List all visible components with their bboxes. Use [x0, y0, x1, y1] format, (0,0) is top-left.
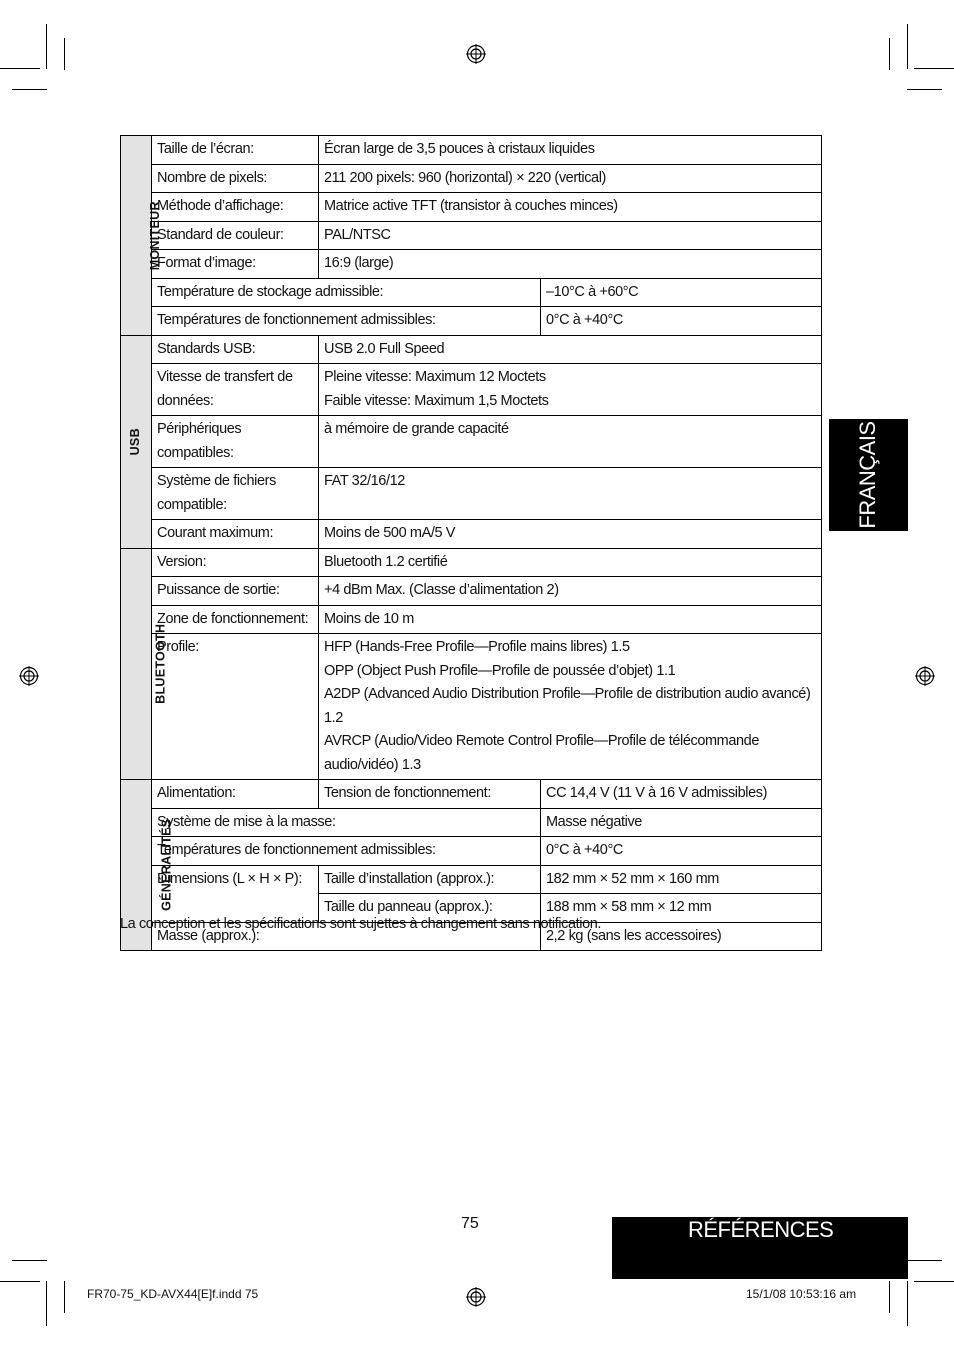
row-label: Dimensions (L × H × P): [152, 865, 319, 922]
row-label: Zone de fonctionnement: [152, 605, 319, 634]
row-value [319, 634, 822, 780]
row-label: Nombre de pixels: [152, 164, 319, 193]
slug-filename: FR70-75_KD-AVX44[E]f.indd 75 [87, 1287, 259, 1301]
row-label: Températures de fonctionnement admissibles: [152, 837, 541, 866]
row-label: Température de stockage admissible: [152, 278, 541, 307]
row-value: Bluetooth 1.2 certifié [319, 548, 822, 577]
table-row [121, 193, 822, 222]
row-value: CC 14,4 V (11 V à 16 V admissibles) [541, 780, 822, 809]
row-value: Matrice active TFT (transistor à couches minces) [319, 193, 822, 222]
table-row [121, 780, 822, 809]
spec-table [120, 135, 822, 951]
language-tab [829, 419, 908, 531]
row-label: Système de mise à la masse: [152, 808, 541, 837]
crop-mark [907, 1281, 908, 1326]
section-tab [612, 1217, 908, 1279]
row-label: Système de fichiers compatible: [152, 468, 319, 520]
crop-mark [907, 1260, 942, 1261]
row-label: Vitesse de transfert de données: [152, 364, 319, 416]
table-row [121, 307, 822, 336]
table-row [121, 250, 822, 279]
table-row [121, 364, 822, 416]
row-label: Standards USB: [152, 335, 319, 364]
table-row [121, 136, 822, 165]
section-bluetooth: BLUETOOTH [121, 548, 152, 780]
row-value: 211 200 pixels: 960 (horizontal) × 220 (vertical) [319, 164, 822, 193]
profile-line: A2DP (Advanced Audio Distribution Profile—Profile de distribution audio avancé) 1.2 [324, 686, 811, 726]
section-generalites: GÉNÉRALITÉS [121, 780, 152, 951]
row-value: 182 mm × 52 mm × 160 mm [541, 865, 822, 894]
row-label: Méthode d’affichage: [152, 193, 319, 222]
row-value: FAT 32/16/12 [319, 468, 822, 520]
row-value: –10°C à +60°C [541, 278, 822, 307]
row-value: +4 dBm Max. (Classe d’alimentation 2) [319, 577, 822, 606]
row-value: Moins de 500 mA/5 V [319, 520, 822, 549]
table-row [121, 164, 822, 193]
crop-mark [889, 1281, 890, 1313]
section-tab-label: RÉFÉRENCES [688, 1217, 834, 1242]
row-value [319, 364, 822, 416]
profile-line: HFP (Hands-Free Profile—Profile mains libres) 1.5 [324, 639, 630, 655]
section-moniteur: MONITEUR [121, 136, 152, 336]
table-row [121, 221, 822, 250]
row-value: 16:9 (large) [319, 250, 822, 279]
row-label: Version: [152, 548, 319, 577]
row-value: Masse négative [541, 808, 822, 837]
row-sublabel: Taille d’installation (approx.): [319, 865, 541, 894]
table-row [121, 577, 822, 606]
table-row [121, 335, 822, 364]
crop-mark [12, 1260, 47, 1261]
transfer-line: Pleine vitesse: Maximum 12 Moctets [324, 369, 546, 385]
table-row [121, 605, 822, 634]
transfer-line: Faible vitesse: Maximum 1,5 Moctets [324, 392, 549, 409]
row-label: Taille de l’écran: [152, 136, 319, 165]
section-usb: USB [121, 335, 152, 548]
row-value: USB 2.0 Full Speed [319, 335, 822, 364]
table-row [121, 468, 822, 520]
crop-mark [914, 68, 954, 69]
table-row [121, 520, 822, 549]
table-row [121, 808, 822, 837]
crop-mark [46, 1281, 47, 1326]
crop-mark [889, 38, 890, 70]
row-label: Format d’image: [152, 250, 319, 279]
crop-mark [64, 38, 65, 70]
crop-mark [12, 89, 47, 90]
row-value: PAL/NTSC [319, 221, 822, 250]
table-row [121, 634, 822, 780]
table-row [121, 278, 822, 307]
language-tab-label: FRANÇAIS [855, 421, 880, 529]
row-label: Puissance de sortie: [152, 577, 319, 606]
row-value: 2,2 kg (sans les accessoires) [541, 922, 822, 951]
table-row [121, 837, 822, 866]
registration-mark-icon [466, 44, 486, 64]
row-sublabel: Taille du panneau (approx.): [319, 894, 541, 923]
registration-mark-icon [19, 666, 39, 686]
row-label: Masse (approx.): [152, 922, 541, 951]
row-value: Écran large de 3,5 pouces à cristaux liquides [319, 136, 822, 165]
profile-line: AVRCP (Audio/Video Remote Control Profile—Profile de télécommande audio/vidéo) 1.3 [324, 733, 760, 773]
crop-mark [907, 89, 942, 90]
registration-mark-icon [915, 666, 935, 686]
row-sublabel: Tension de fonctionnement: [319, 780, 541, 809]
row-label: Courant maximum: [152, 520, 319, 549]
row-value: 0°C à +40°C [541, 307, 822, 336]
crop-mark [0, 1281, 40, 1282]
row-value: 0°C à +40°C [541, 837, 822, 866]
row-label: Périphériques compatibles: [152, 416, 319, 468]
footnote: La conception et les spécifications sont sujettes à changement sans notification. [120, 916, 602, 932]
row-label: Alimentation: [152, 780, 319, 809]
row-value: Moins de 10 m [319, 605, 822, 634]
table-row [121, 548, 822, 577]
profile-line: OPP (Object Push Profile—Profile de poussée d’objet) 1.1 [324, 662, 676, 679]
crop-mark [907, 24, 908, 69]
registration-mark-icon [466, 1287, 486, 1307]
slug-timestamp: 15/1/08 10:53:16 am [746, 1287, 857, 1301]
table-row [121, 416, 822, 468]
row-value: à mémoire de grande capacité [319, 416, 822, 468]
crop-mark [914, 1281, 954, 1282]
row-value: 188 mm × 58 mm × 12 mm [541, 894, 822, 923]
crop-mark [46, 24, 47, 69]
row-label: Standard de couleur: [152, 221, 319, 250]
row-label: Profile: [152, 634, 319, 780]
table-row [121, 865, 822, 894]
crop-mark [0, 68, 40, 69]
crop-mark [64, 1281, 65, 1313]
row-label: Températures de fonctionnement admissibles: [152, 307, 541, 336]
page-number: 75 [461, 1215, 479, 1232]
